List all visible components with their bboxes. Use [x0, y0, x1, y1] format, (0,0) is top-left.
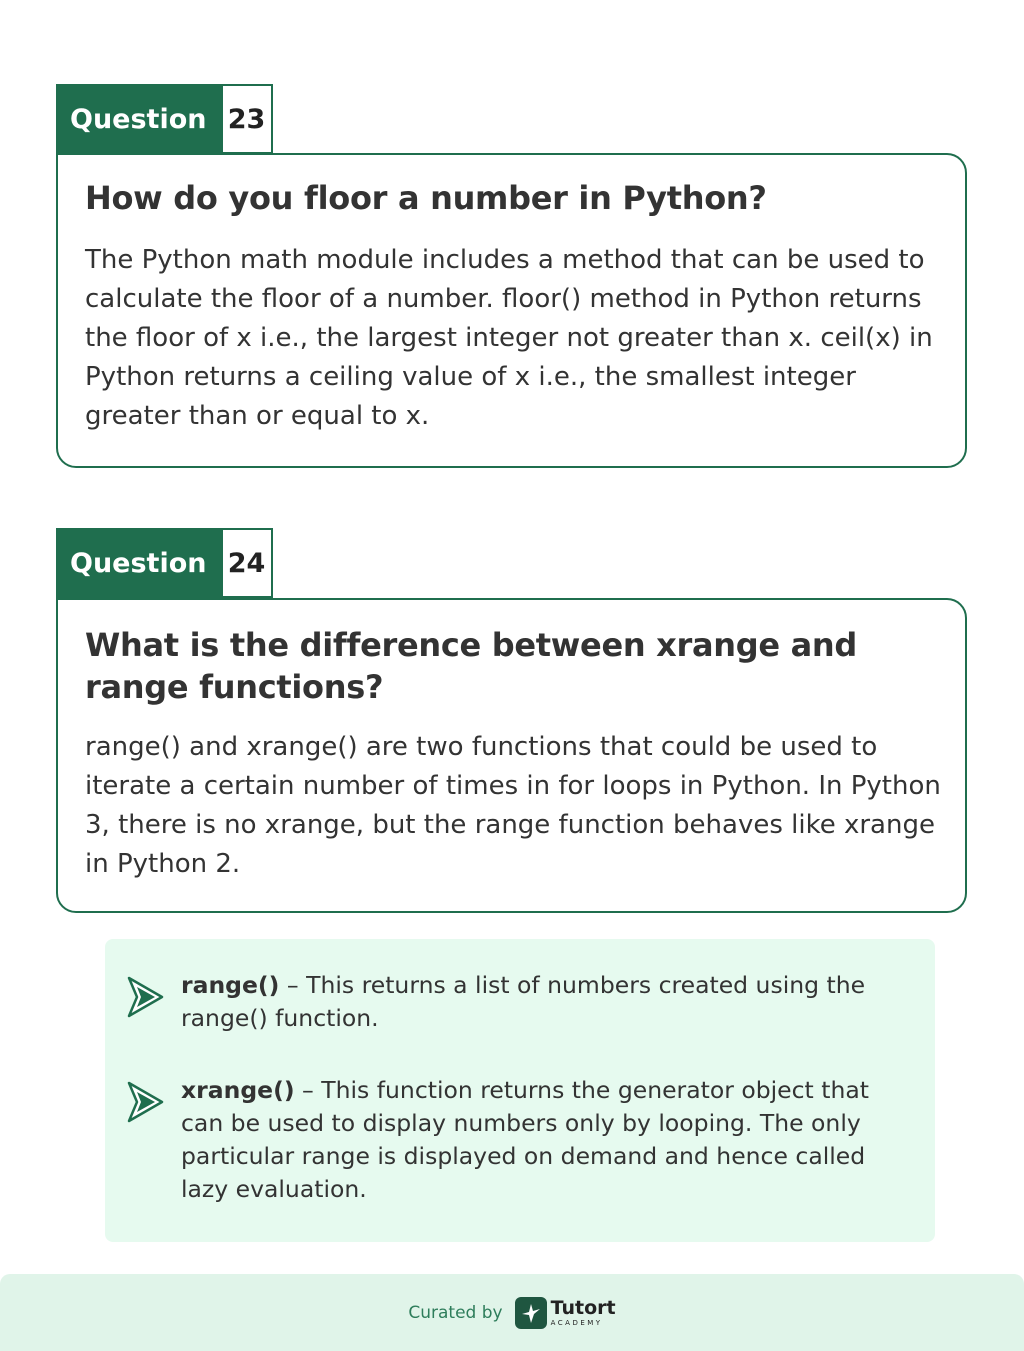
answer-text: The Python math module includes a method that can be used to calculate the floor of a number. floor() method in Python returns the floor of x i.e., the largest integer not greater than x. ceil(x) in Python returns a ceiling value of x i.e., the smallest integer greater than or equal to x.	[85, 245, 933, 431]
answer-text: range() and xrange() are two functions that could be used to iterate a certain number of times in for loops in Python. In Python 3, there is no xrange, but the range function behaves like xrange in Python 2.	[85, 732, 941, 879]
brand-name: Tutort	[550, 1296, 616, 1319]
play-arrow-icon	[125, 1080, 165, 1124]
bullet-text	[181, 969, 871, 1035]
curated-by-label: Curated by	[408, 1302, 503, 1323]
bullet-desc: – This function returns the generator object that can be used to display numbers only by looping. The only particular range is displayed on demand and hence called lazy evaluation.	[181, 1076, 869, 1203]
question-number: 23	[223, 84, 273, 154]
bullet-desc: – This returns a list of numbers created using the range() function.	[181, 971, 866, 1032]
question-card-24	[56, 598, 967, 913]
question-number: 24	[223, 528, 273, 598]
brand-logo	[550, 1296, 616, 1327]
brand-sub: ACADEMY	[550, 1318, 603, 1327]
footer	[0, 1274, 1024, 1351]
question-tag-23	[56, 84, 273, 154]
question-tag-24	[56, 528, 273, 598]
bullet-term: xrange()	[181, 1076, 295, 1104]
tutort-logo-icon	[515, 1297, 547, 1329]
question-card-23	[56, 153, 967, 468]
bullet-text	[181, 1074, 871, 1206]
question-label: Question	[56, 528, 223, 598]
bullet-term: range()	[181, 971, 280, 999]
question-title: What is the difference between xrange and range functions?	[85, 626, 858, 706]
question-title: How do you floor a number in Python?	[85, 179, 767, 217]
info-box	[105, 939, 935, 1242]
question-label: Question	[56, 84, 223, 154]
bullet-item-range	[125, 969, 871, 1035]
play-arrow-icon	[125, 975, 165, 1019]
bullet-item-xrange	[125, 1074, 871, 1206]
